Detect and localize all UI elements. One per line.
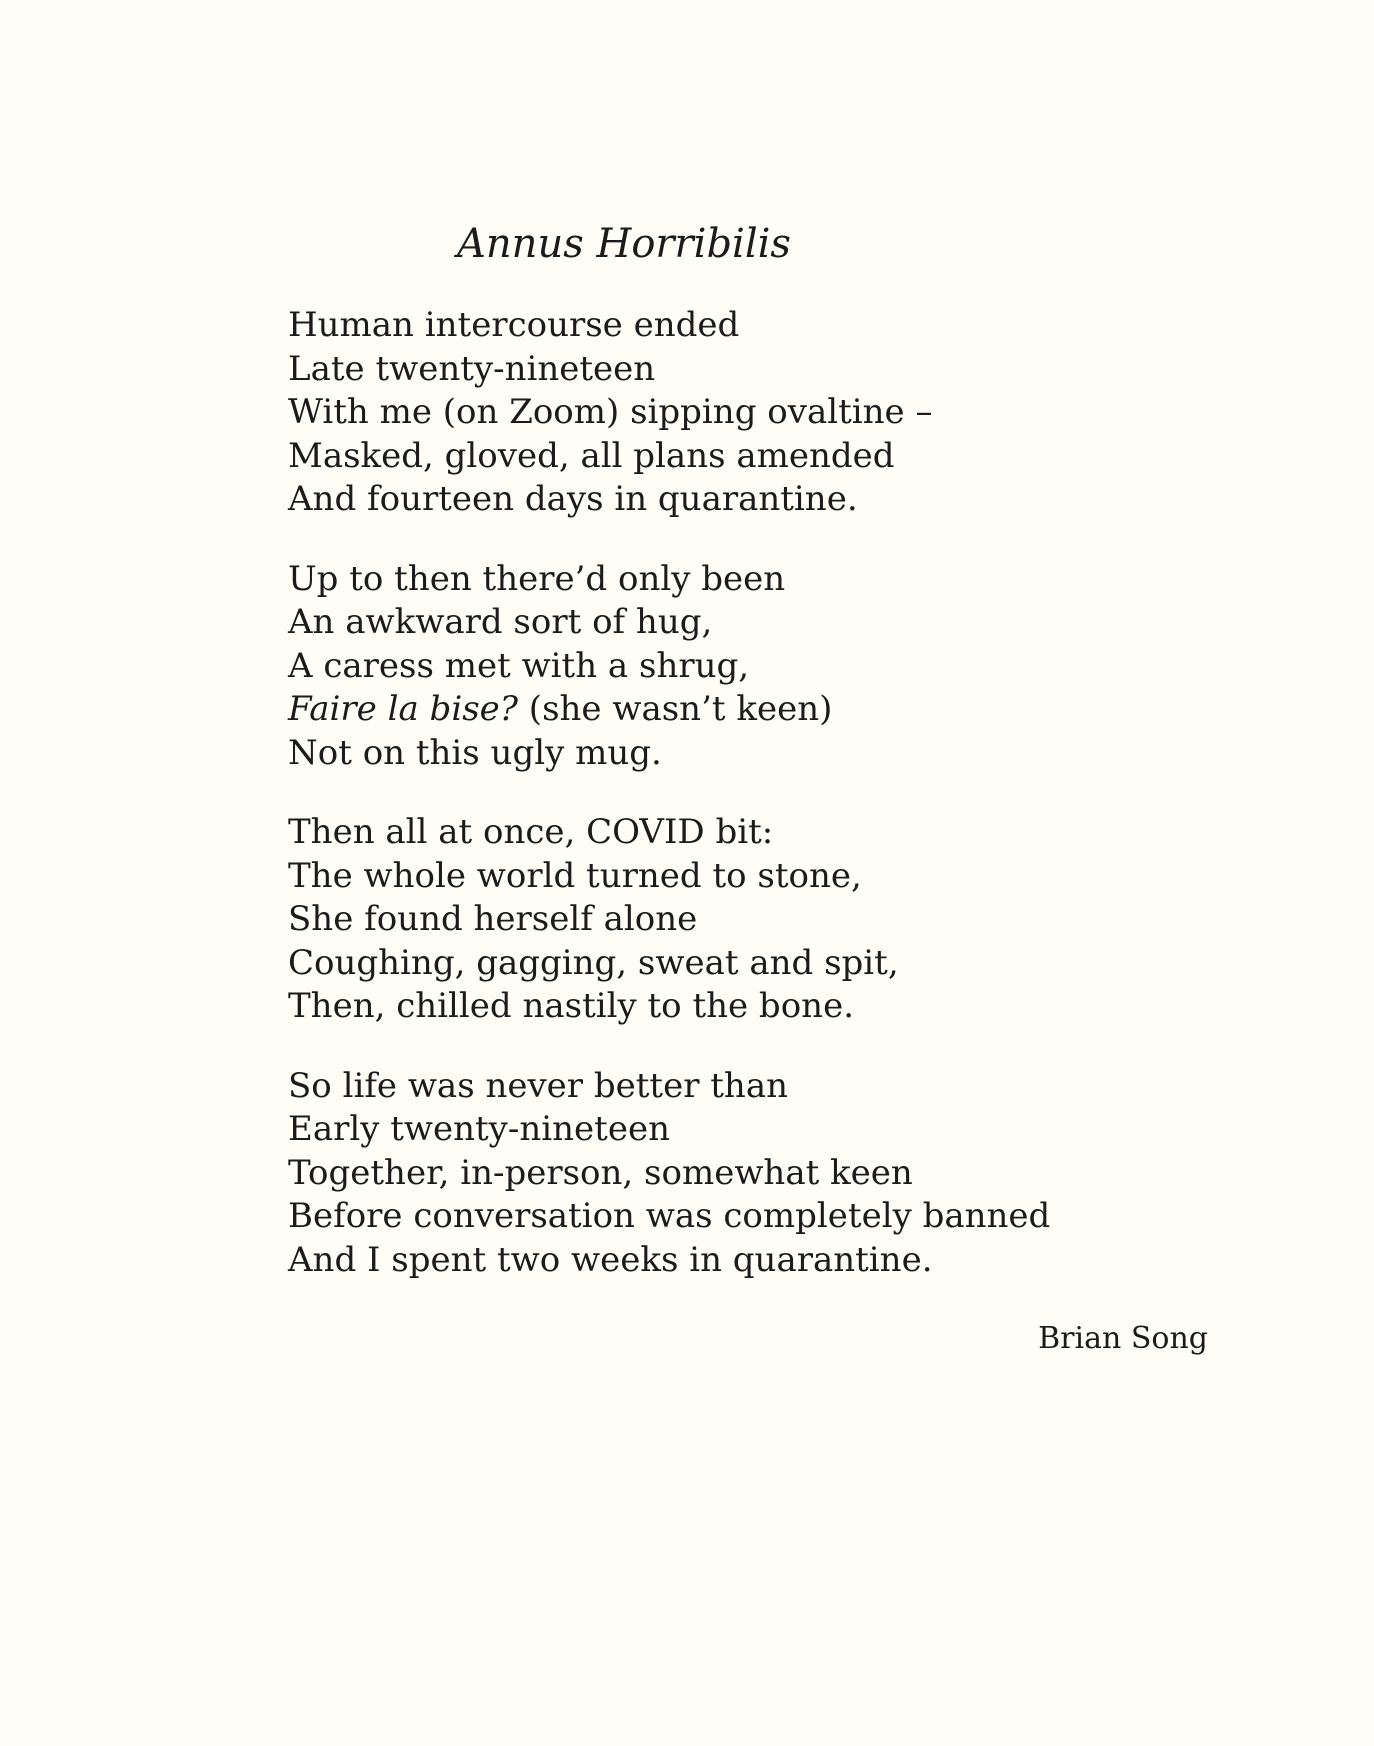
stanza-4	[288, 1065, 1248, 1283]
stanza-1	[288, 304, 1248, 522]
poem-line: Then, chilled nastily to the bone.	[288, 986, 854, 1026]
poem-line: An awkward sort of hug,	[288, 602, 713, 642]
poem-line: Up to then there’d only been	[288, 558, 786, 599]
poem-line: With me (on Zoom) sipping ovaltine –	[288, 392, 933, 432]
poem-line: Not on this ugly mug.	[288, 732, 662, 773]
poem-body	[288, 304, 1248, 1318]
poem-line: And fourteen days in quarantine.	[288, 479, 858, 519]
line-remainder: (she wasn’t keen)	[518, 689, 833, 729]
poem-line: The whole world turned to stone,	[288, 855, 862, 896]
poem-line: Masked, gloved, all plans amended	[288, 435, 895, 476]
poem-line-mixed	[288, 688, 1248, 732]
stanza-3	[288, 811, 1248, 1029]
poem-line: Early twenty-nineteen	[288, 1109, 670, 1149]
stanza-2	[288, 558, 1248, 776]
poem-line: Coughing, gagging, sweat and spit,	[288, 942, 899, 983]
poem-line: Late twenty-nineteen	[288, 348, 656, 389]
poem-line: Before conversation was completely banned	[288, 1196, 1051, 1236]
author-name: Brian Song	[1038, 1321, 1208, 1356]
poem-line: And I spent two weeks in quarantine.	[288, 1239, 933, 1280]
poem-line: Then all at once, COVID bit:	[288, 812, 774, 852]
poem-line: She found herself alone	[288, 899, 698, 939]
poem-title: Annus Horribilis	[457, 221, 791, 267]
poem-line: So life was never better than	[288, 1065, 788, 1106]
poem-line: Human intercourse ended	[288, 305, 740, 345]
italic-phrase: Faire la bise?	[288, 689, 518, 729]
poem-line: A caress met with a shrug,	[288, 645, 750, 686]
poem-line: Together, in-person, somewhat keen	[288, 1152, 913, 1193]
